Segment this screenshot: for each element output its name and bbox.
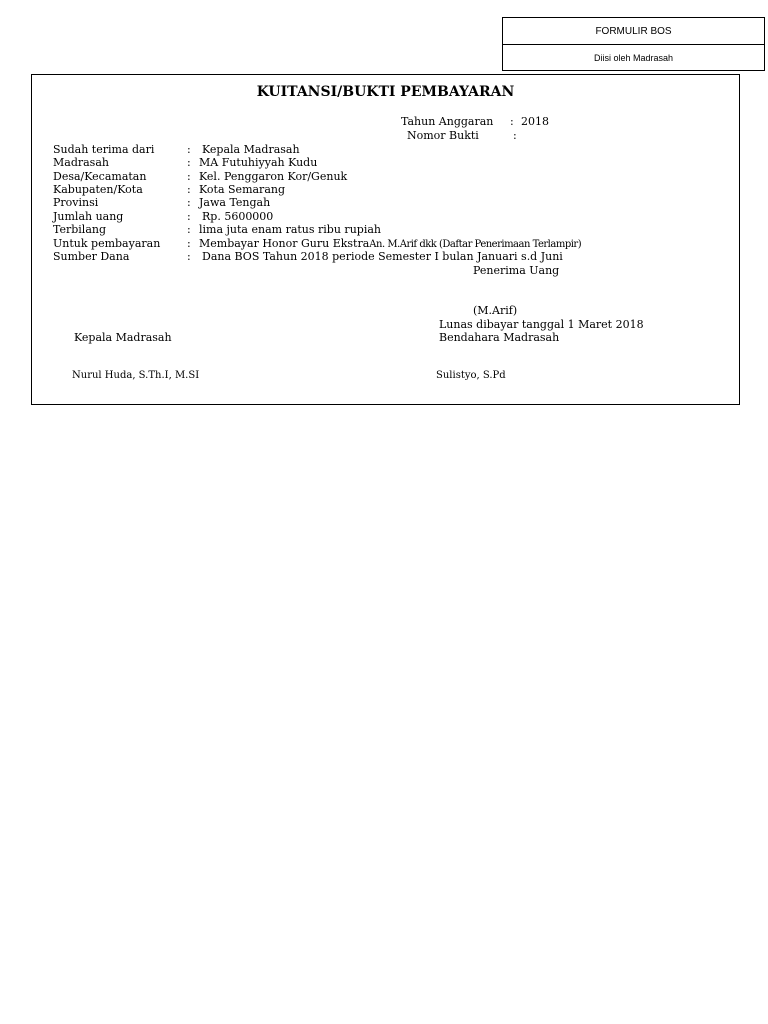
- kepala-madrasah-label: Kepala Madrasah: [74, 331, 172, 344]
- field-value-desa: Kel. Penggaron Kor/Genuk: [199, 170, 348, 183]
- field-value-terbilang: lima juta enam ratus ribu rupiah: [199, 223, 381, 236]
- formulir-title: FORMULIR BOS: [503, 18, 764, 45]
- field-separator: :: [187, 250, 191, 263]
- bendahara-madrasah-label: Bendahara Madrasah: [439, 331, 560, 344]
- formulir-subtitle: Diisi oleh Madrasah: [593, 53, 674, 63]
- field-label-provinsi: Provinsi: [53, 196, 99, 209]
- field-label-sumber-dana: Sumber Dana: [53, 250, 130, 263]
- field-label-jumlah-uang: Jumlah uang: [53, 210, 124, 223]
- field-label-terbilang: Terbilang: [53, 223, 107, 236]
- nomor-bukti-label: Nomor Bukti: [407, 129, 479, 142]
- kepala-madrasah-name: Nurul Huda, S.Th.I, M.SI: [72, 370, 200, 381]
- tahun-anggaran-separator: :: [510, 115, 514, 128]
- field-separator: :: [187, 183, 191, 196]
- field-value-madrasah: MA Futuhiyyah Kudu: [199, 156, 318, 169]
- field-label-desa: Desa/Kecamatan: [53, 170, 147, 183]
- field-label-untuk-pembayaran: Untuk pembayaran: [53, 237, 161, 250]
- field-separator: :: [187, 223, 191, 236]
- bendahara-madrasah-name: Sulistyo, S.Pd: [436, 370, 506, 381]
- kuitansi-title: KUITANSI/BUKTI PEMBAYARAN: [256, 84, 515, 100]
- field-separator: :: [187, 170, 191, 183]
- field-separator: :: [187, 156, 191, 169]
- field-separator: :: [187, 196, 191, 209]
- untuk-pembayaran-main: Membayar Honor Guru Ekstra: [199, 237, 370, 250]
- penerima-uang-name: (M.Arif): [473, 304, 518, 317]
- field-value-jumlah-uang: Rp. 5600000: [202, 210, 274, 223]
- field-value-provinsi: Jawa Tengah: [199, 196, 271, 209]
- field-label-kabupaten: Kabupaten/Kota: [53, 183, 143, 196]
- field-separator: :: [187, 210, 191, 223]
- nomor-bukti-separator: :: [513, 129, 517, 142]
- formulir-box: [502, 17, 765, 71]
- untuk-pembayaran-extra: An. M.Arif dkk (Daftar Penerimaan Terlampir): [369, 239, 582, 250]
- field-value-sudah-terima: Kepala Madrasah: [202, 143, 300, 156]
- lunas-text: Lunas dibayar tanggal 1 Maret 2018: [439, 318, 644, 331]
- penerima-uang-label: Penerima Uang: [473, 264, 560, 277]
- kuitansi-box: [31, 74, 740, 405]
- field-separator: :: [187, 143, 191, 156]
- field-label-sudah-terima: Sudah terima dari: [53, 143, 155, 156]
- tahun-anggaran-label: Tahun Anggaran: [401, 115, 494, 128]
- field-value-sumber-dana: Dana BOS Tahun 2018 periode Semester I bulan Januari s.d Juni: [202, 250, 563, 263]
- tahun-anggaran-value: 2018: [521, 115, 549, 128]
- field-value-kabupaten: Kota Semarang: [199, 183, 285, 196]
- field-separator: :: [187, 237, 191, 250]
- field-label-madrasah: Madrasah: [53, 156, 109, 169]
- field-value-untuk-pembayaran: [199, 238, 581, 250]
